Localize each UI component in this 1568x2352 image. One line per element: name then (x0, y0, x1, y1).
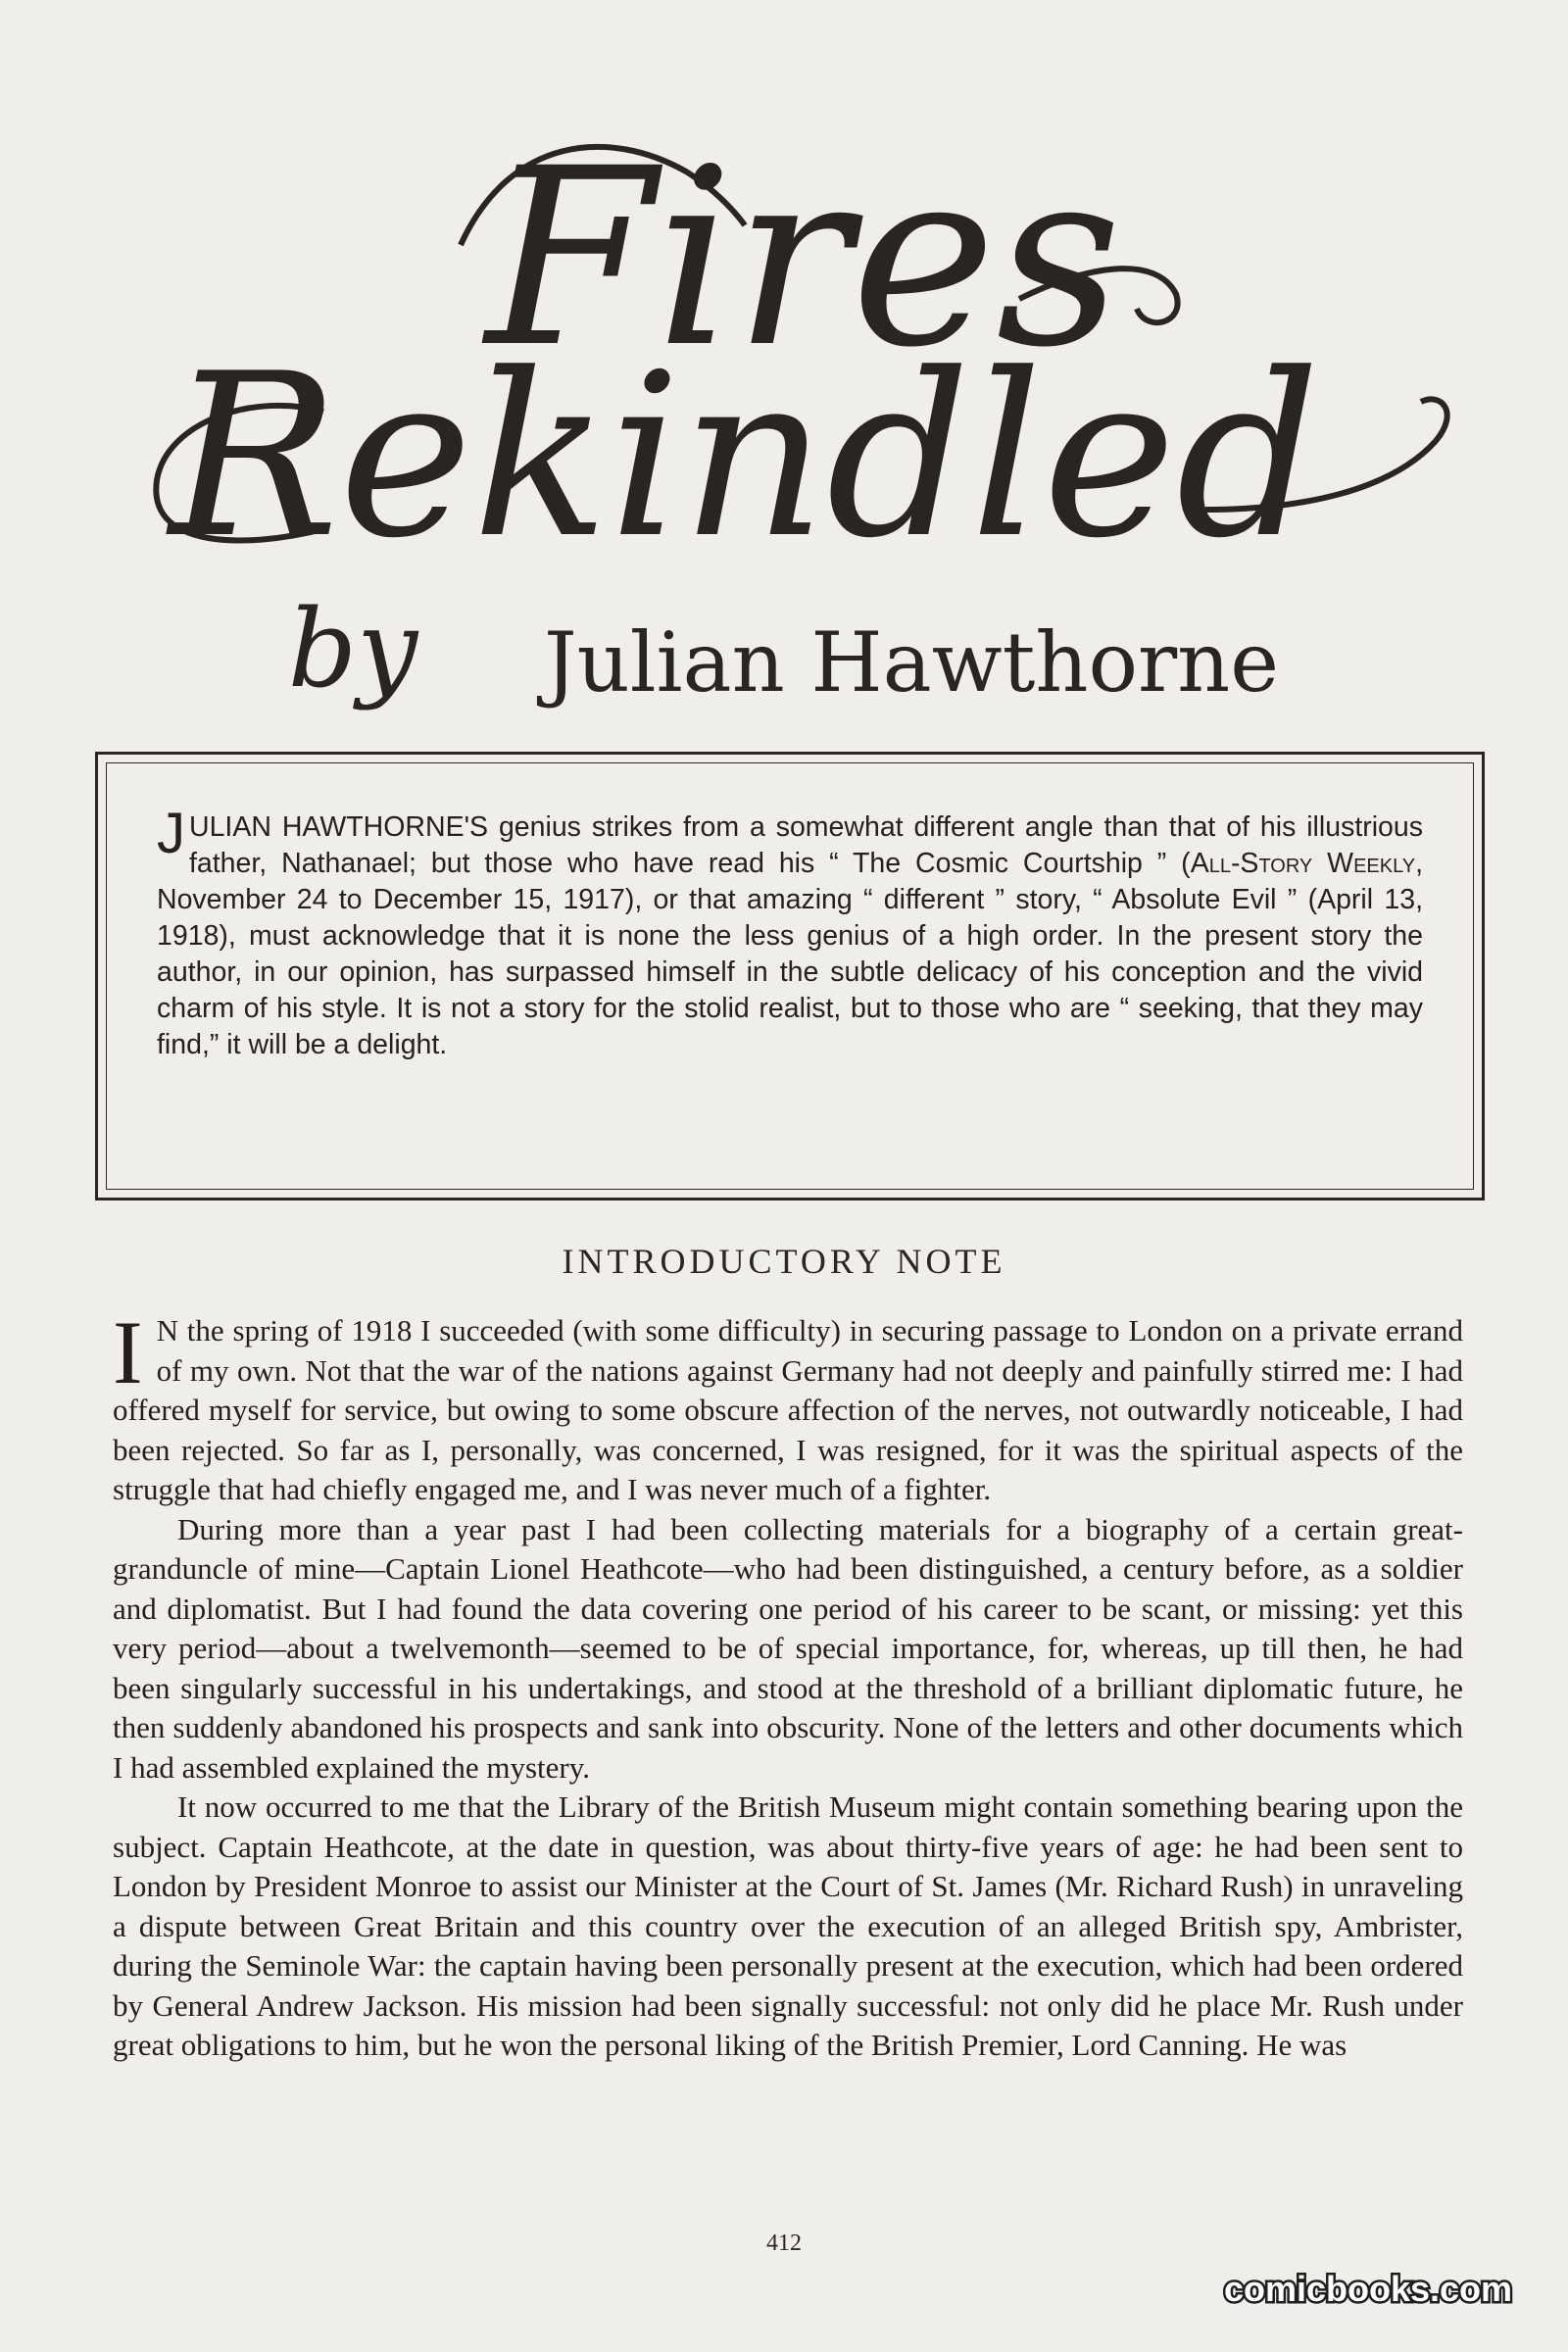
title-author: Julian Hawthorne (543, 614, 1280, 710)
section-heading: INTRODUCTORY NOTE (562, 1242, 1006, 1281)
watermark-badge (1200, 2256, 1537, 2321)
paragraph-3: It now occurred to me that the Library of the British Museum might contain something bearing upon the subject. Captain Heathcote, at the date in question, was about thirty-five years of age: he had been sent to London by President Monroe to assist our Minister at the Court of St. James (Mr. Richard Rush) in unraveling a dispute between Great Britain and this country over the execution of an alleged British spy, Ambrister, during the Seminole War: the captain having been personally present at the execution, which had been ordered by General Andrew Jackson. His mission had been signally successful: not only did he place Mr. Rush under great obligations to him, but he won the personal liking of the British Premier, Lord Canning. He was (113, 1789, 1463, 2062)
page-number: 412 (766, 2230, 802, 2256)
title-line-1: Fires (485, 116, 1122, 401)
intro-blurb (157, 802, 1424, 1063)
watermark-text: comicbooks.com (1223, 2269, 1513, 2309)
title-by: by (287, 586, 418, 711)
paragraph-1-text: N the spring of 1918 I succeeded (with some difficulty) in securing passage to London on a private errand of my own. Not that the war of the nations against Germany had not deeply and painfully stirred me: I had offered myself for service, but owing to some obscure affection of the nerves, not outwardly noticeable, I had been rejected. So far as I, personally, was concerned, I was resigned, for it was the spiritual aspects of the struggle that had chiefly engaged me, and I was never much of a fighter. (113, 1313, 1463, 1506)
intro-text-2: , November 24 to December 15, 1917), or that amazing “ different ” story, “ Absolute Evil ” (April 13, 1918), must acknowledge that it is none the less genius of a high order. In the present story the author, in our opinion, has surpassed himself in the subtle delicacy of his conception and the vivid charm of his style. It is not a story for the stolid realist, but to those who are “ seeking, that they may find,” it will be a delight. (157, 848, 1423, 1060)
title-line-2: Rekindled (169, 326, 1321, 588)
intro-text-1: genius strikes from a somewhat different angle than that of his illustrious father, Nathanael; but those who have read his “ The Cosmic Courtship ” ( (189, 811, 1424, 879)
intro-dropcap: J (157, 802, 185, 865)
intro-lead: ULIAN HAWTHORNE'S (189, 811, 489, 843)
intro-magazine: All-Story Weekly (1190, 848, 1416, 879)
paragraph-2: During more than a year past I had been collecting materials for a biography of a certain great-granduncle of mine—Captain Lionel Heathcote—who had been distinguished, a century before, as a soldier and diplomatist. But I had found the data covering one period of his career to be scant, or missing: yet this very period—about a twelvemonth—seemed to be of special importance, for, whereas, up till then, he had been singularly successful in his undertakings, and stood at the threshold of a brilliant diplomatic future, he then suddenly abandoned his prospects and sank into obscurity. None of the letters and other documents which I had assembled explained the mystery. (113, 1511, 1463, 1785)
title-art (0, 0, 1568, 725)
paragraph-1 (113, 1302, 1463, 1510)
body-dropcap: I (113, 1302, 143, 1402)
body-text (113, 1302, 1463, 2066)
